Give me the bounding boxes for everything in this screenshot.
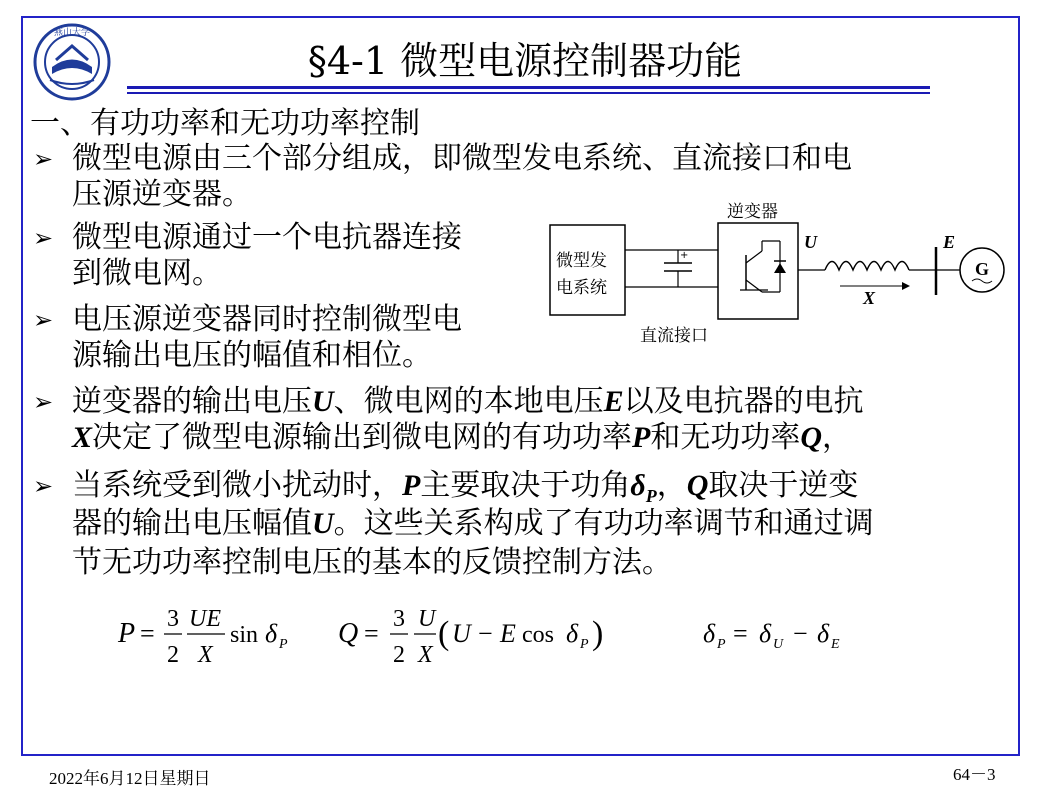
bullet-4-line-1: 逆变器的输出电压U、微电网的本地电压E以及电抗器的电抗 — [72, 384, 864, 419]
svg-text:=: = — [140, 619, 155, 648]
svg-text:δ: δ — [265, 619, 278, 648]
svg-text:P: P — [717, 637, 726, 652]
footer-page-number: 64－3 — [953, 765, 996, 784]
svg-text:2: 2 — [167, 642, 179, 668]
bullet-arrow-icon: ➢ — [33, 145, 54, 173]
bullet-3-line-2: 源输出电压的幅值和相位。 — [72, 338, 432, 373]
bullet-1-line-2: 压源逆变器。 — [72, 177, 252, 212]
reactance-X-label: X — [863, 288, 876, 308]
svg-text:3: 3 — [393, 606, 405, 632]
inverter-box — [718, 223, 798, 319]
bullet-arrow-icon: ➢ — [33, 388, 54, 416]
svg-text:E: E — [831, 637, 840, 652]
bullet-arrow-icon: ➢ — [33, 306, 54, 334]
title-rule-thin — [127, 92, 930, 94]
svg-text:UE: UE — [189, 606, 221, 632]
svg-text:U: U — [418, 606, 436, 632]
svg-text:P: P — [580, 637, 589, 652]
svg-text:E: E — [500, 619, 516, 648]
capacitor-plus-sign: + — [680, 250, 689, 261]
svg-text:3: 3 — [167, 606, 179, 632]
svg-text:X: X — [418, 642, 433, 668]
bullet-arrow-icon: ➢ — [33, 224, 54, 252]
voltage-U-label: U — [804, 232, 817, 252]
dc-interface-label: 直流接口 — [640, 326, 708, 346]
svg-text:U: U — [452, 619, 471, 648]
bullet-4-line-2: X决定了微型电源输出到微电网的有功功率P和无功功率Q， — [72, 420, 853, 455]
generation-system-label-2: 电系统 — [556, 278, 607, 298]
bullet-2-line-1: 微型电源通过一个电抗器连接 — [72, 220, 462, 255]
slide-title: §4-1 微型电源控制器功能 — [307, 39, 743, 83]
svg-text:2: 2 — [393, 642, 405, 668]
microsource-circuit-diagram — [540, 195, 1020, 355]
svg-text:cos: cos — [522, 622, 554, 648]
generation-system-label-1: 微型发 — [556, 251, 607, 271]
bullet-1-line-1: 微型电源由三个部分组成，即微型发电系统、直流接口和电 — [72, 141, 852, 176]
svg-text:P: P — [118, 618, 136, 649]
section-heading: 一、有功功率和无功功率控制 — [30, 106, 420, 141]
voltage-E-label: E — [943, 232, 956, 252]
svg-text:−: − — [478, 619, 493, 648]
svg-text:δ: δ — [817, 619, 830, 648]
svg-text:P: P — [279, 637, 288, 652]
bullet-3-line-1: 电压源逆变器同时控制微型电 — [72, 302, 462, 337]
title-rule — [127, 86, 930, 89]
svg-text:燕山大学: 燕山大学 — [53, 28, 91, 38]
svg-text:sin: sin — [230, 622, 259, 648]
svg-text:−: − — [793, 619, 808, 648]
svg-text:δ: δ — [566, 619, 579, 648]
inverter-label: 逆变器 — [727, 202, 778, 222]
bullet-5-line-2: 器的输出电压幅值U。这些关系构成了有功功率调节和通过调 — [72, 506, 874, 541]
svg-text:): ) — [592, 615, 604, 652]
bullet-arrow-icon: ➢ — [33, 472, 54, 500]
svg-text:U: U — [773, 637, 784, 652]
svg-text:=: = — [733, 619, 748, 648]
svg-text:=: = — [364, 619, 379, 648]
equation-delta — [695, 595, 895, 675]
footer-date: 2022年6月12日星期日 — [49, 769, 211, 788]
bullet-5-line-1: 当系统受到微小扰动时，P主要取决于功角$\delta_P$，Q取决于逆变 — [72, 468, 859, 506]
equation-Q — [330, 595, 650, 675]
equation-P — [110, 595, 310, 675]
svg-text:δ: δ — [703, 619, 716, 648]
svg-text:(: ( — [438, 615, 450, 652]
svg-text:Q: Q — [338, 618, 359, 649]
svg-text:X: X — [198, 642, 213, 668]
bullet-2-line-2: 到微电网。 — [72, 256, 222, 291]
bullet-5-line-3: 节无功功率控制电压的基本的反馈控制方法。 — [72, 545, 672, 580]
svg-text:δ: δ — [759, 619, 772, 648]
generator-G-label: G — [975, 259, 990, 279]
